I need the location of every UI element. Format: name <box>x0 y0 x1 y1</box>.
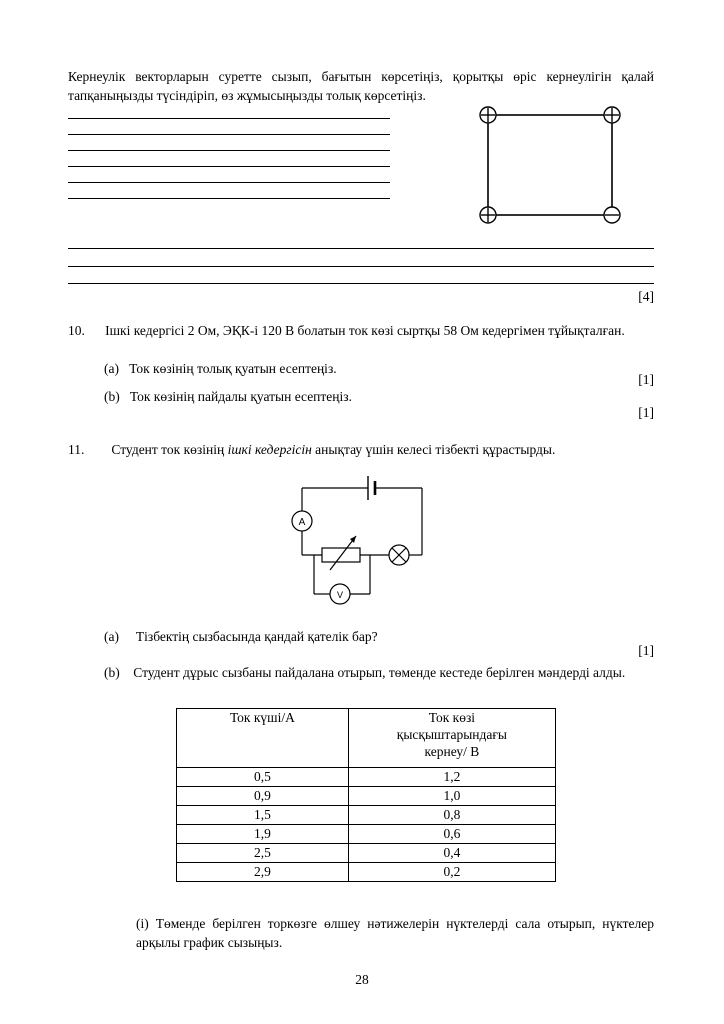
charges-diagram <box>470 100 630 230</box>
charge-bottom-right <box>604 207 620 223</box>
table-cell: 2,5 <box>177 844 349 863</box>
table-cell: 0,4 <box>348 844 555 863</box>
part-label: (b) <box>104 665 120 680</box>
q10-b-marks: [1] <box>638 405 654 420</box>
q11-part-a <box>104 627 378 646</box>
q10-number: 10. <box>68 323 85 338</box>
charge-top-right <box>604 107 620 123</box>
table-row <box>177 863 556 882</box>
q11-stem <box>68 440 555 459</box>
part-text: Ток көзінің толық қуатын есептеңіз. <box>129 361 337 376</box>
answer-line[interactable] <box>68 283 654 284</box>
part-label: (a) <box>104 629 119 644</box>
q9-instruction: Кернеулік векторларын суретте сызып, бағытын көрсетіңіз, қорытқы өріс кернеулігін қалай тапқаныңызды түсіндіріп, өз жұмысыңызды толық көрсетіңіз. <box>68 69 654 103</box>
answer-line[interactable] <box>68 134 390 135</box>
table-cell: 0,5 <box>177 768 349 787</box>
q11-a-marks: [1] <box>638 643 654 658</box>
q10-part-b <box>104 387 352 406</box>
table-cell: 0,2 <box>348 863 555 882</box>
table-row <box>177 768 556 787</box>
charge-top-left <box>480 107 496 123</box>
part-text: Тізбектің сызбасында қандай қателік бар? <box>135 629 378 644</box>
voltmeter-label: V <box>336 590 344 600</box>
table-row <box>177 844 556 863</box>
q11-part-b <box>104 663 654 682</box>
q11-number: 11. <box>68 442 85 457</box>
part-text: Студент дұрыс сызбаны пайдалана отырып, төменде кестеде берілген мәндерді алды. <box>133 665 626 680</box>
table-row <box>177 787 556 806</box>
answer-line[interactable] <box>68 266 654 267</box>
header-current: Ток күші/А <box>177 709 349 768</box>
table-row <box>177 825 556 844</box>
table-cell: 0,6 <box>348 825 555 844</box>
q9-marks: [4] <box>638 289 654 304</box>
results-table <box>176 708 556 882</box>
part-text: Ток көзінің пайдалы қуатын есептеңіз. <box>129 389 352 404</box>
q10-part-a <box>104 359 337 378</box>
lamp-icon <box>389 545 409 565</box>
q11-part-i: (i) Төменде берілген торкөзге өлшеу нәтижелерін нүктелерді сала отырып, нүктелер арқылы график сызыңыз. <box>136 916 654 950</box>
answer-line[interactable] <box>68 166 390 167</box>
answer-line[interactable] <box>68 118 390 119</box>
q10-a-marks: [1] <box>638 372 654 387</box>
rheostat <box>322 536 360 570</box>
table-cell: 1,0 <box>348 787 555 806</box>
q11-text-2: анықтау үшін келесі тізбекті құрастырды. <box>311 442 556 457</box>
answer-line[interactable] <box>68 150 390 151</box>
voltmeter <box>330 584 350 604</box>
header-voltage: Ток көзі қысқыштарындағы кернеу/ В <box>348 709 555 768</box>
table-cell: 1,5 <box>177 806 349 825</box>
table-header-row <box>177 709 556 768</box>
answer-line[interactable] <box>68 182 390 183</box>
circuit-diagram <box>280 470 440 610</box>
table-cell: 0,9 <box>177 787 349 806</box>
q11-text-1: Студент ток көзінің <box>111 442 228 457</box>
part-label: (b) <box>104 389 120 404</box>
table-cell: 0,8 <box>348 806 555 825</box>
q10-text: Ішкі кедергісі 2 Ом, ЭҚК-і 120 В болатын ток көзі сыртқы 58 Ом кедергімен тұйықталған. <box>105 323 625 338</box>
q10-stem <box>68 321 654 340</box>
ammeter-label: A <box>298 517 306 528</box>
ammeter <box>292 511 312 531</box>
q11-text-italic: ішкі кедергісін <box>227 442 312 457</box>
table-cell: 2,9 <box>177 863 349 882</box>
table-cell: 1,2 <box>348 768 555 787</box>
page-number: 28 <box>355 972 369 987</box>
cell-icon <box>368 476 375 500</box>
table-row <box>177 806 556 825</box>
answer-line[interactable] <box>68 248 654 249</box>
charge-bottom-left <box>480 207 496 223</box>
answer-line[interactable] <box>68 198 390 199</box>
part-label: (a) <box>104 361 119 376</box>
square-frame <box>488 115 612 215</box>
table-cell: 1,9 <box>177 825 349 844</box>
